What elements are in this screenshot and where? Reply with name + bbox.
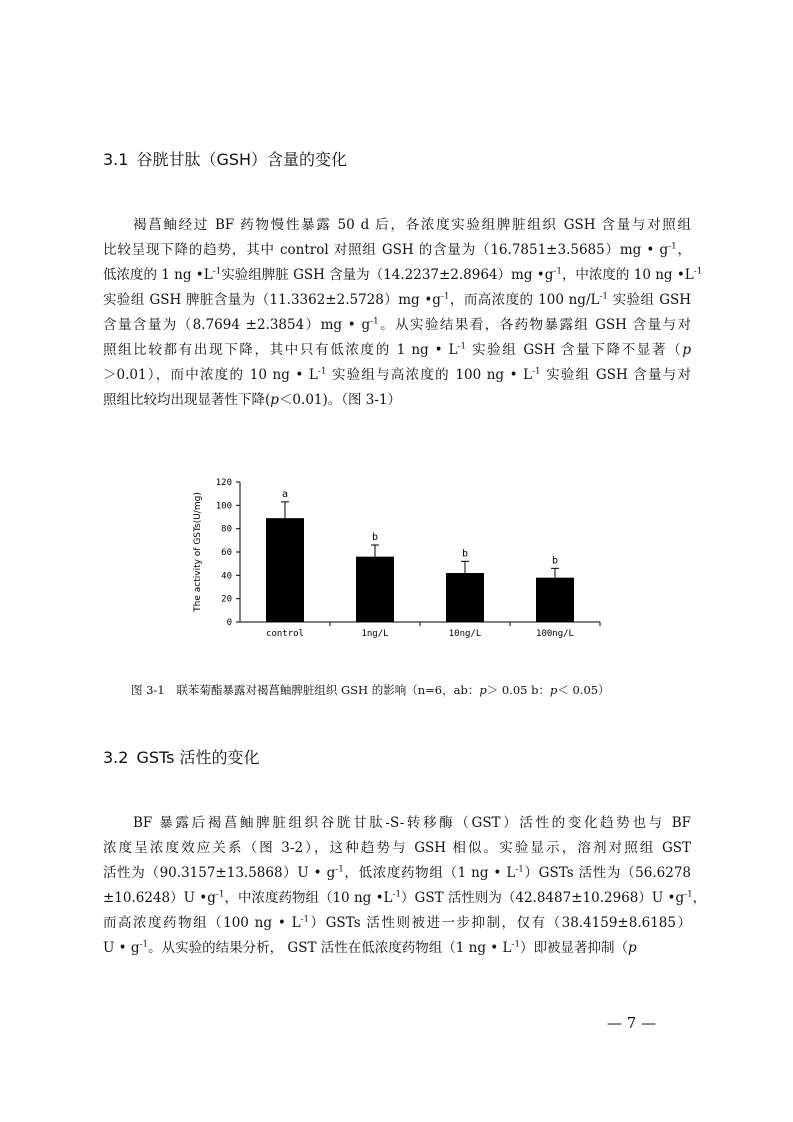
paragraph-line: 低浓度的 1 ng $•L^{-1}$实验组脾脏 GSH 含量为（14.2237±2.8964）mg $•g^{-1}$，中浓度的 10 ng $•L^{-1}$ [103,266,703,283]
page-number: — 7 — [607,1014,657,1032]
x-tick-label: 10ng/L [448,629,482,639]
section-heading-3-1 [103,147,347,170]
paragraph-line: 比较呈现下降的趋势，其中 control 对照组 GSH 的含量为（16.7851±3.5685）mg • $g^{-1}$， [103,241,692,258]
y-tick-label: 20 [221,594,232,605]
y-tick-label: 0 [226,618,232,628]
gsh-bar-chart [180,470,620,670]
bar [356,557,394,622]
bar [266,518,304,622]
significance-label: b [551,555,559,567]
caption-prefix: 图 3-1 [131,683,165,697]
section-number: 3.2 [103,748,129,767]
caption-stats: p＞ 0.05 b：p＜ 0.05） [479,683,610,697]
bar [446,573,484,622]
caption-text: 联苯菊酯暴露对褐菖鲉脾脏组织 GSH 的影响（n=6，ab： [176,683,480,697]
paragraph-line: 含量含量为（8.7694 ±2.3854）mg • $g^{-1}$。从实验结果看，各药物暴露组 GSH 含量与对 [103,316,691,333]
y-tick-label: 100 [215,501,232,512]
section-number: 3.1 [103,150,129,169]
x-tick-label: 100ng/L [536,629,574,639]
paragraph-line: ±10.6248）U $•g^{-1}$，中浓度药物组（10 ng $•L^{-1})GST$ 活性则为（42.8487±10.2968）U $•g^{-1}$， [103,889,707,906]
y-tick-label: 80 [221,524,232,535]
significance-label: b [371,532,379,543]
figure-caption [131,682,610,698]
x-tick-label: 1ng/L [361,629,389,639]
paragraph-gsh-results [103,213,703,413]
section-title: GSTs 活性的变化 [136,748,260,767]
paragraph-line: BF 暴露后褐菖鲉脾脏组织谷胱甘肽-S-转移酶（GST）活性的变化趋势也与 BF [133,815,691,831]
paragraph-line: U • $g^{-1}$。从实验的结果分析， GST 活性在低浓度药物组（1 ng • $L^{-1}$）即被显著抑制（p [103,939,637,956]
paragraph-line: 照组比较均出现显著性下降(p＜0.01)。（图 3-1） [103,392,402,408]
bar [536,578,574,622]
y-tick-label: 120 [215,478,232,488]
y-tick-label: 60 [221,548,232,558]
section-title: 谷胱甘肽（GSH）含量的变化 [136,150,348,169]
paragraph-line: 实验组 GSH 脾脏含量为（11.3362±2.5728）mg $•g^{-1}$，而高浓度的 100 $ng/L^{-1}$ 实验组 GSH [103,291,691,308]
section-heading-3-2 [103,745,260,768]
x-tick-label: control [266,629,304,639]
paragraph-gst-results [103,811,707,961]
significance-label: b [461,548,469,560]
paragraph-line: 照组比较都有出现下降，其中只有低浓度的 1 ng • $L^{-1}$ 实验组 GSH 含量下降不显著（p [103,341,691,358]
paragraph-line: 而高浓度药物组（100 ng • $L^{-1})GSTs$ 活性则被进一步抑制，仅有（38.4159±8.6185） [103,914,691,931]
paragraph-line: ＞0.01），而中浓度的 10 ng • $L^{-1}$ 实验组与高浓度的 100 ng • $L^{-1}$ 实验组 GSH 含量与对 [103,366,692,383]
y-axis-label: The activity of GSTs(U/mg) [193,492,203,612]
y-tick-label: 40 [221,571,232,582]
paragraph-line: 活性为（90.3157±13.5868）U • $g^{-1}$，低浓度药物组（1 ng • $L^{-1})GSTs$ 活性为（56.6278 [103,864,692,881]
paragraph-line: 浓度呈浓度效应关系（图 3-2），这种趋势与 GSH 相似。实验显示，溶剂对照组 GST [103,840,691,856]
significance-label: a [281,488,289,500]
paragraph-line: 褐菖鲉经过 BF 药物慢性暴露 50 d 后，各浓度实验组脾脏组织 GSH 含量与对照组 [133,217,691,233]
